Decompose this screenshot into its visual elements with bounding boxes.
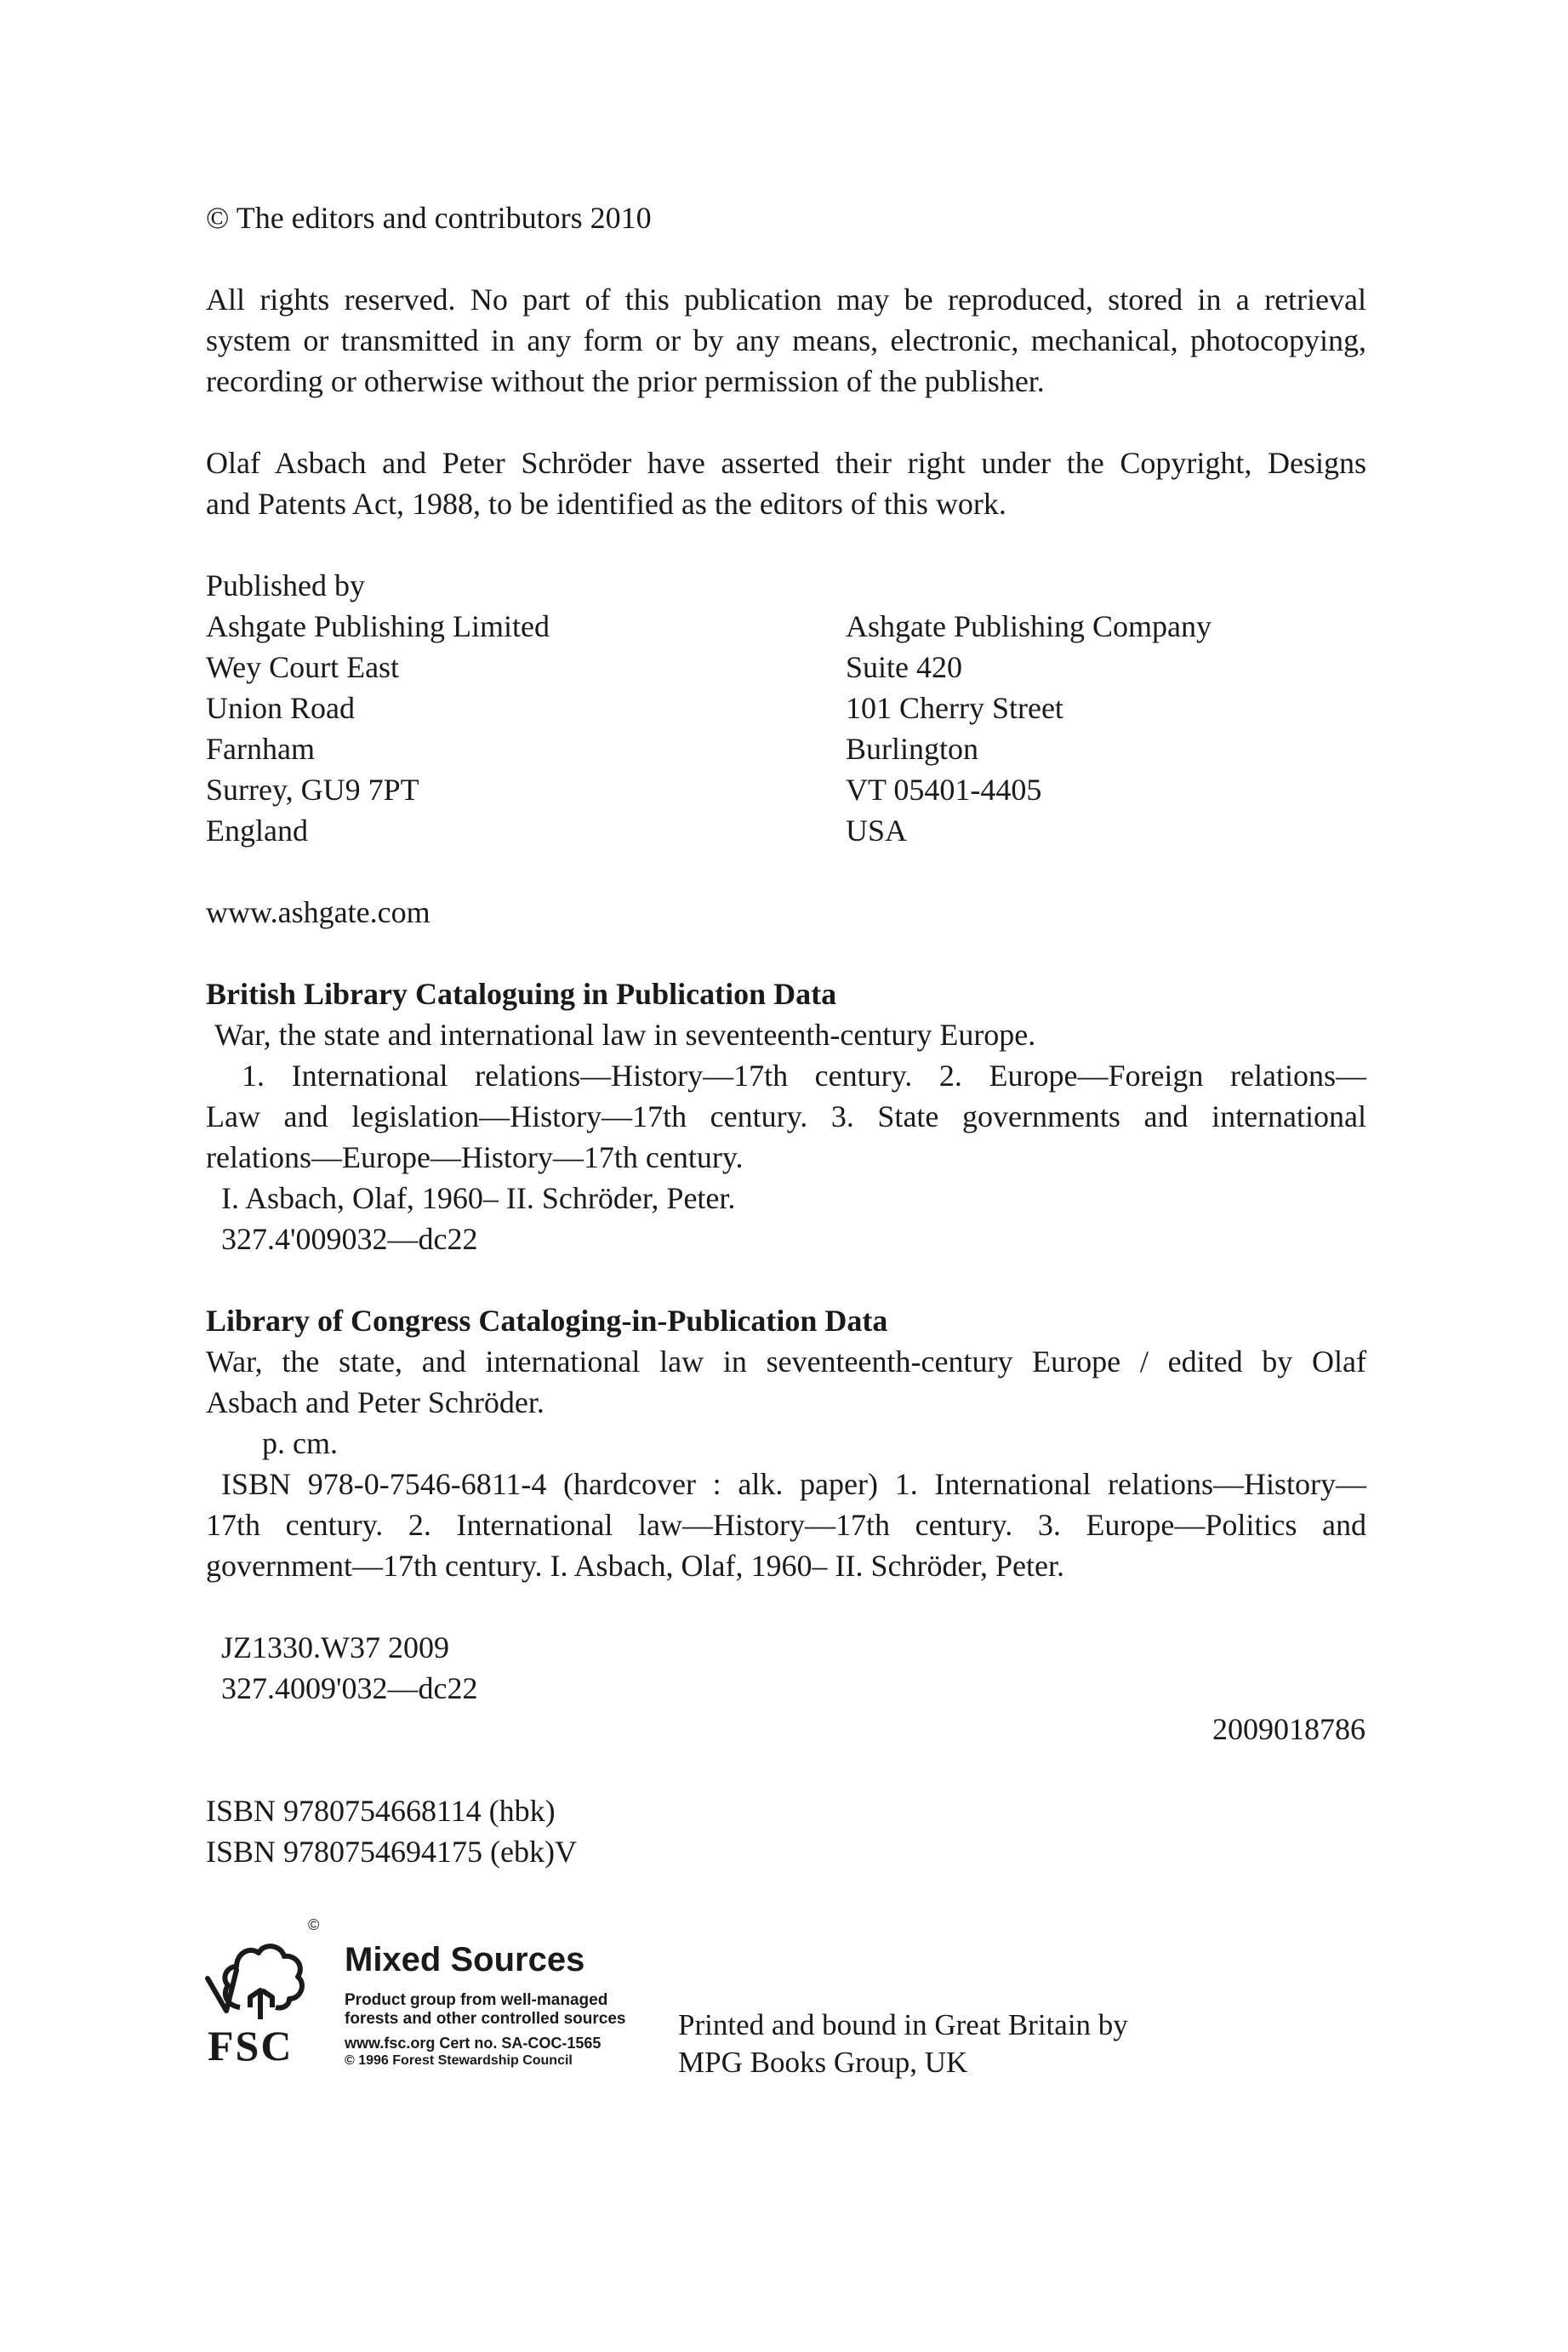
bl-title: War, the state and international law in seventeenth-century Europe.	[214, 1018, 1036, 1052]
address-line: Surrey, GU9 7PT	[206, 773, 419, 807]
published-by-label: Published by	[206, 568, 366, 602]
address-line: VT 05401-4405	[846, 773, 1042, 807]
address-line: USA	[846, 813, 908, 848]
fsc-line: forests and other controlled sources	[345, 2010, 626, 2028]
fsc-line: www.fsc.org Cert no. SA-COC-1565	[345, 2035, 602, 2052]
address-line: 101 Cherry Street	[846, 691, 1063, 725]
fsc-registered-mark: ©	[308, 1916, 320, 1933]
bl-subjects	[206, 1055, 1366, 1178]
address-line: Burlington	[846, 732, 979, 766]
loc-classification: 327.4009'032—dc22	[221, 1671, 478, 1705]
loc-title-line: War, the state, and international law in seventeenth-century Europe / edited by Olaf	[206, 1344, 1366, 1379]
loc-subject-line: ISBN 978-0-7546-6811-4 (hardcover : alk. paper) 1. International relations—History—	[221, 1467, 1366, 1501]
publisher-uk-address	[206, 606, 550, 851]
publisher-us-address	[846, 606, 1212, 851]
address-line: Ashgate Publishing Company	[846, 609, 1212, 643]
bl-cip-heading: British Library Cataloguing in Publication Data	[206, 977, 837, 1011]
rights-line: recording or otherwise without the prior permission of the publisher.	[206, 364, 1045, 398]
fsc-logo-text: FSC	[208, 2022, 294, 2069]
loc-control-number: 2009018786	[1212, 1712, 1366, 1746]
assertion-line: and Patents Act, 1988, to be identified as the editors of this work.	[206, 487, 1006, 521]
bl-classification: 327.4'009032—dc22	[221, 1222, 478, 1256]
rights-line: All rights reserved. No part of this publication may be reproduced, stored in a retrieval	[206, 283, 1366, 317]
bl-subject-line: Law and legislation—History—17th century. 3. State governments and international	[206, 1099, 1366, 1133]
isbn-ebk: ISBN 9780754694175 (ebk)V	[206, 1835, 577, 1869]
rights-paragraph	[206, 279, 1366, 402]
loc-isbn-subjects	[206, 1464, 1366, 1586]
publisher-website: www.ashgate.com	[206, 895, 430, 929]
loc-call-number: JZ1330.W37 2009	[221, 1630, 449, 1664]
fsc-title: Mixed Sources	[345, 1941, 585, 1978]
address-line: Wey Court East	[206, 650, 400, 684]
address-line: Ashgate Publishing Limited	[206, 609, 550, 643]
loc-title	[206, 1341, 1366, 1423]
loc-title-line: Asbach and Peter Schröder.	[206, 1385, 545, 1419]
assertion-line: Olaf Asbach and Peter Schröder have asserted their right under the Copyright, Designs	[206, 446, 1366, 480]
loc-subject-line: 17th century. 2. International law—History—17th century. 3. Europe—Politics and	[206, 1508, 1366, 1542]
address-line: Suite 420	[846, 650, 963, 684]
address-line: Union Road	[206, 691, 355, 725]
loc-subject-line: government—17th century. I. Asbach, Olaf, 1960– II. Schröder, Peter.	[206, 1549, 1064, 1583]
fsc-line: © 1996 Forest Stewardship Council	[345, 2053, 573, 2068]
address-line: England	[206, 813, 308, 848]
copyright-line: © The editors and contributors 2010	[206, 201, 652, 235]
rights-line: system or transmitted in any form or by any means, electronic, mechanical, photocopying,	[206, 323, 1366, 357]
loc-cip-heading: Library of Congress Cataloging-in-Publication Data	[206, 1304, 888, 1338]
loc-pcm: p. cm.	[262, 1426, 338, 1460]
printed-by-line: Printed and bound in Great Britain by	[678, 2008, 1128, 2041]
bl-subject-line: 1. International relations—History—17th century. 2. Europe—Foreign relations—	[242, 1059, 1366, 1093]
isbn-hbk: ISBN 9780754668114 (hbk)	[206, 1794, 556, 1828]
bl-authors: I. Asbach, Olaf, 1960– II. Schröder, Peter.	[221, 1181, 736, 1215]
address-line: Farnham	[206, 732, 315, 766]
assertion-paragraph	[206, 442, 1366, 524]
printed-by-line: MPG Books Group, UK	[678, 2046, 968, 2079]
bl-subject-line: relations—Europe—History—17th century.	[206, 1140, 744, 1174]
fsc-line: Product group from well-managed	[345, 1991, 608, 2009]
